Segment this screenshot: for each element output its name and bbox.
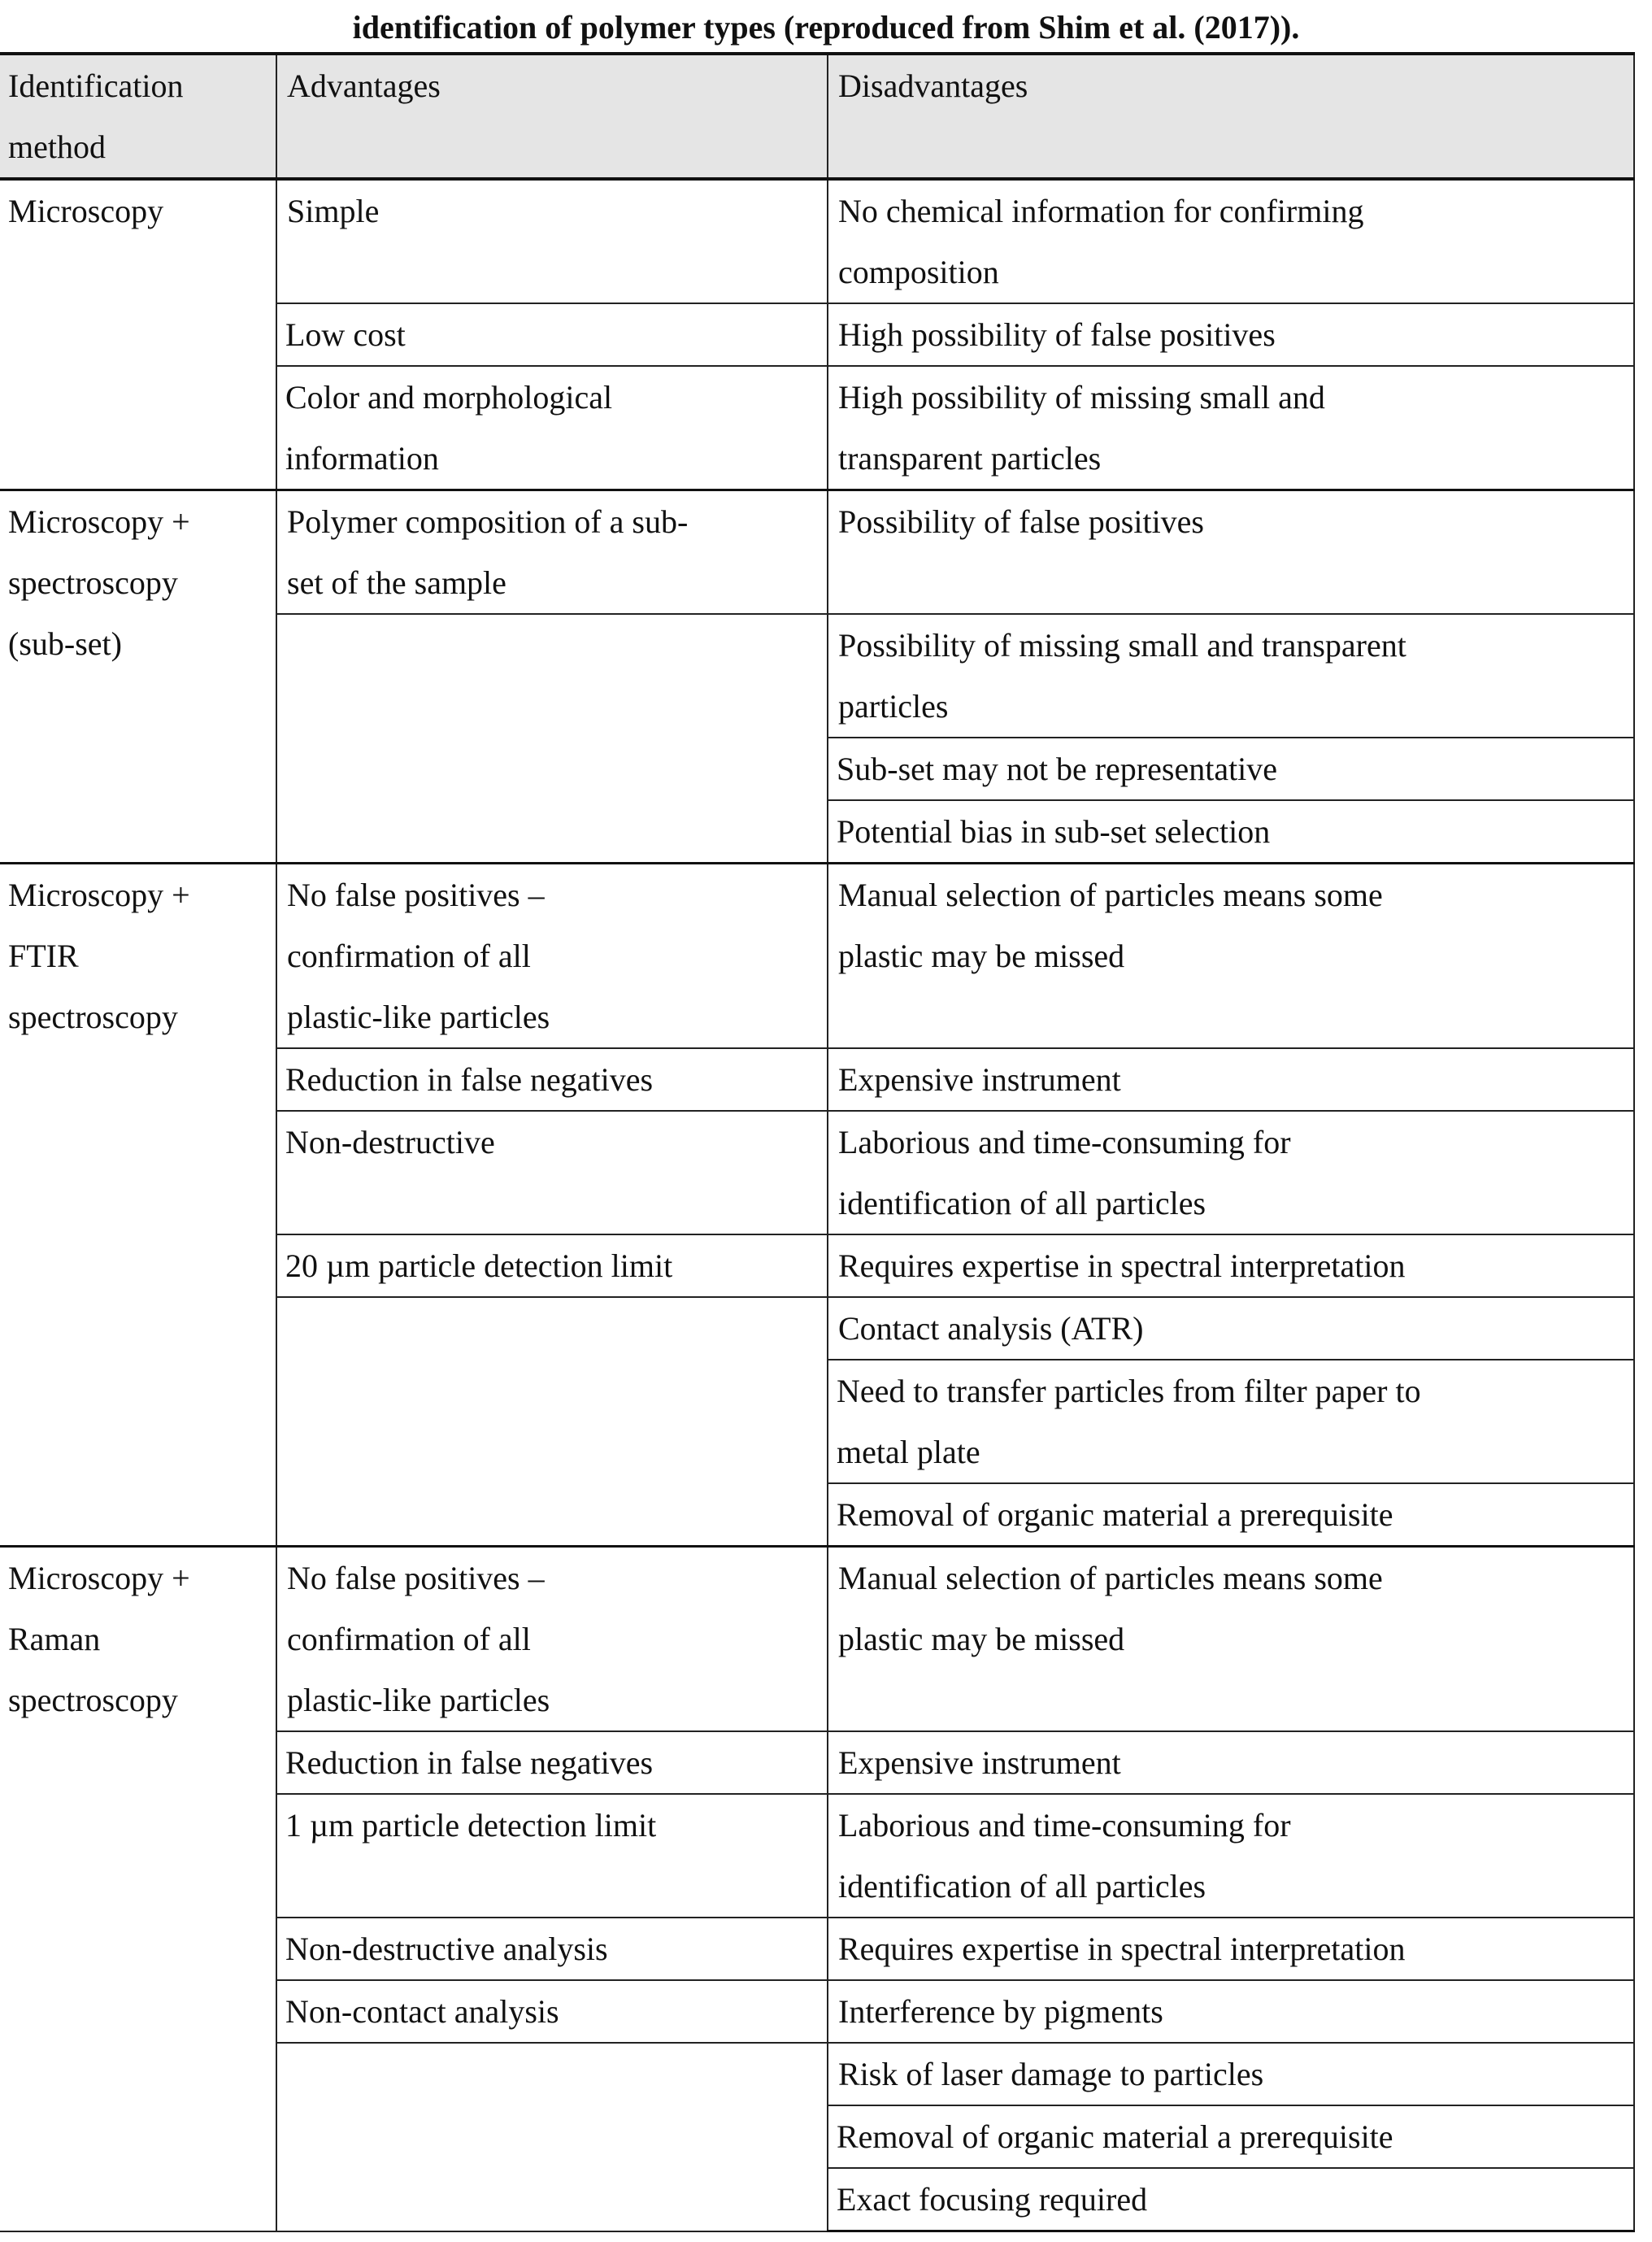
disadvantage-cell: Requires expertise in spectral interpretation [828,1234,1634,1297]
disadvantage-cell: Manual selection of particles means some plastic may be missed [828,864,1634,1049]
advantage-cell: Low cost [276,303,828,366]
advantage-cell: Color and morphological information [276,366,828,490]
disadvantage-cell: Interference by pigments [828,1980,1634,2043]
advantage-cell: 1 µm particle detection limit [276,1794,828,1918]
advantage-cell [276,2043,828,2231]
disadvantage-cell: Laborious and time-consuming for identification of all particles [828,1794,1634,1918]
advantage-cell: 20 µm particle detection limit [276,1234,828,1297]
disadvantage-cell: High possibility of missing small and transparent particles [828,366,1634,490]
advantage-cell: No false positives – confirmation of all plastic-like particles [276,1547,828,1732]
disadvantage-cell: High possibility of false positives [828,303,1634,366]
method-cell: Microscopy + Raman spectroscopy [0,1547,276,2231]
header-method: Identification method [0,54,276,179]
header-advantages: Advantages [276,54,828,179]
advantage-cell: Reduction in false negatives [276,1731,828,1794]
disadvantage-cell: Manual selection of particles means some plastic may be missed [828,1547,1634,1732]
disadvantage-cell: Expensive instrument [828,1731,1634,1794]
disadvantage-cell: Contact analysis (ATR) [828,1297,1634,1360]
advantage-cell: Non-destructive [276,1111,828,1234]
table-caption: identification of polymer types (reproduced from Shim et al. (2017)). [352,9,1300,46]
advantage-cell: Non-contact analysis [276,1980,828,2043]
header-row [0,54,1634,179]
disadvantage-cell: Potential bias in sub-set selection [828,800,1634,864]
disadvantage-cell: No chemical information for confirming composition [828,179,1634,303]
disadvantage-cell: Removal of organic material a prerequisite [828,1483,1634,1547]
disadvantage-cell: Laborious and time-consuming for identification of all particles [828,1111,1634,1234]
advantage-cell: Non-destructive analysis [276,1918,828,1980]
advantage-cell: Reduction in false negatives [276,1048,828,1111]
advantage-cell: Simple [276,179,828,303]
table-row [0,1547,1634,1732]
disadvantage-cell: Removal of organic material a prerequisite [828,2105,1634,2168]
advantage-cell [276,1297,828,1547]
method-cell: Microscopy + spectroscopy (sub-set) [0,490,276,864]
table-row [0,179,1634,303]
table-row [0,490,1634,615]
advantage-cell [276,614,828,864]
disadvantage-cell: Risk of laser damage to particles [828,2043,1634,2105]
disadvantage-cell: Sub-set may not be representative [828,738,1634,800]
advantage-cell: No false positives – confirmation of all plastic-like particles [276,864,828,1049]
method-cell: Microscopy [0,179,276,490]
header-disadvantages: Disadvantages [828,54,1634,179]
method-cell: Microscopy + FTIR spectroscopy [0,864,276,1547]
advantage-cell: Polymer composition of a sub- set of the sample [276,490,828,615]
identification-methods-table [0,52,1635,2232]
disadvantage-cell: Possibility of false positives [828,490,1634,615]
disadvantage-cell: Exact focusing required [828,2168,1634,2231]
table-row [0,864,1634,1049]
disadvantage-cell: Expensive instrument [828,1048,1634,1111]
disadvantage-cell: Need to transfer particles from filter paper to metal plate [828,1360,1634,1483]
disadvantage-cell: Possibility of missing small and transparent particles [828,614,1634,738]
disadvantage-cell: Requires expertise in spectral interpretation [828,1918,1634,1980]
table-body [0,179,1634,2231]
